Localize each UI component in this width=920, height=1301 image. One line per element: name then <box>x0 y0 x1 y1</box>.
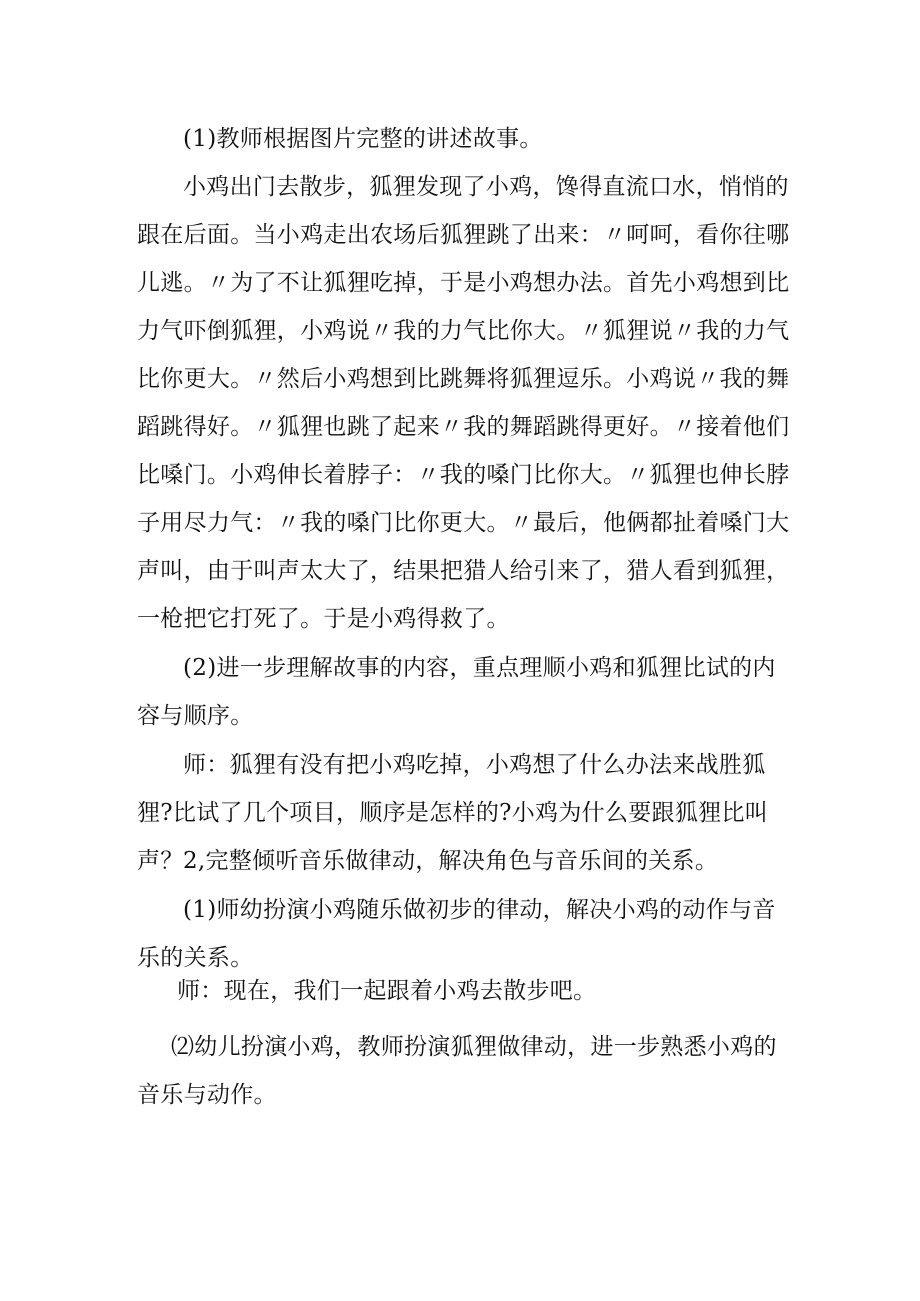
paragraph-understanding-step: (2)进一步理解故事的内容，重点理顺小鸡和狐狸比试的内容与顺序。 <box>137 655 776 729</box>
paragraph-teacher-questions: 师：狐狸有没有把小鸡吃掉，小鸡想了什么办法来战胜狐狸?比试了几个项目，顺序是怎样的?小鸡为什么要跟狐狸比叫声？ <box>137 752 769 874</box>
paragraph-teacher-invite: 师：现在，我们一起跟着小鸡去散步吧。 <box>177 978 597 1004</box>
paragraph-listen-music-step: 2,完整倾听音乐做律动，解决角色与音乐间的关系。 <box>183 848 719 874</box>
paragraph-role-play-step: ⑵幼儿扮演小鸡，教师扮演狐狸做律动，进一步熟悉小鸡的音乐与动作。 <box>137 1034 777 1108</box>
paragraph-story-text: 小鸡出门去散步，狐狸发现了小鸡，馋得直流口水，悄悄的跟在后面。当小鸡走出农场后狐狸跳了出来：〃呵呵，看你往哪儿逃。〃为了不让狐狸吃掉，于是小鸡想办法。首先小鸡想到比力气吓倒狐狸，小鸡说〃我的力气比你大。〃狐狸说〃我的力气比你更大。〃然后小鸡想到比跳舞将狐狸逗乐。小鸡说〃我的舞蹈跳得好。〃狐狸也跳了起来〃我的舞蹈跳得更好。〃接着他们比嗓门。小鸡伸长着脖子：〃我的嗓门比你大。〃狐狸也伸长脖子用尽力气：〃我的嗓门比你更大。〃最后，他俩都扯着嗓门大声叫，由于叫声太大了，结果把猎人给引来了，猎人看到狐狸，一枪把它打死了。于是小鸡得救了。 <box>137 174 790 632</box>
paragraph-rhythm-step: (1)师幼扮演小鸡随乐做初步的律动，解决小鸡的动作与音乐的关系。 <box>137 897 776 971</box>
paragraph-story-telling-step: (1)教师根据图片完整的讲述故事。 <box>183 126 543 152</box>
